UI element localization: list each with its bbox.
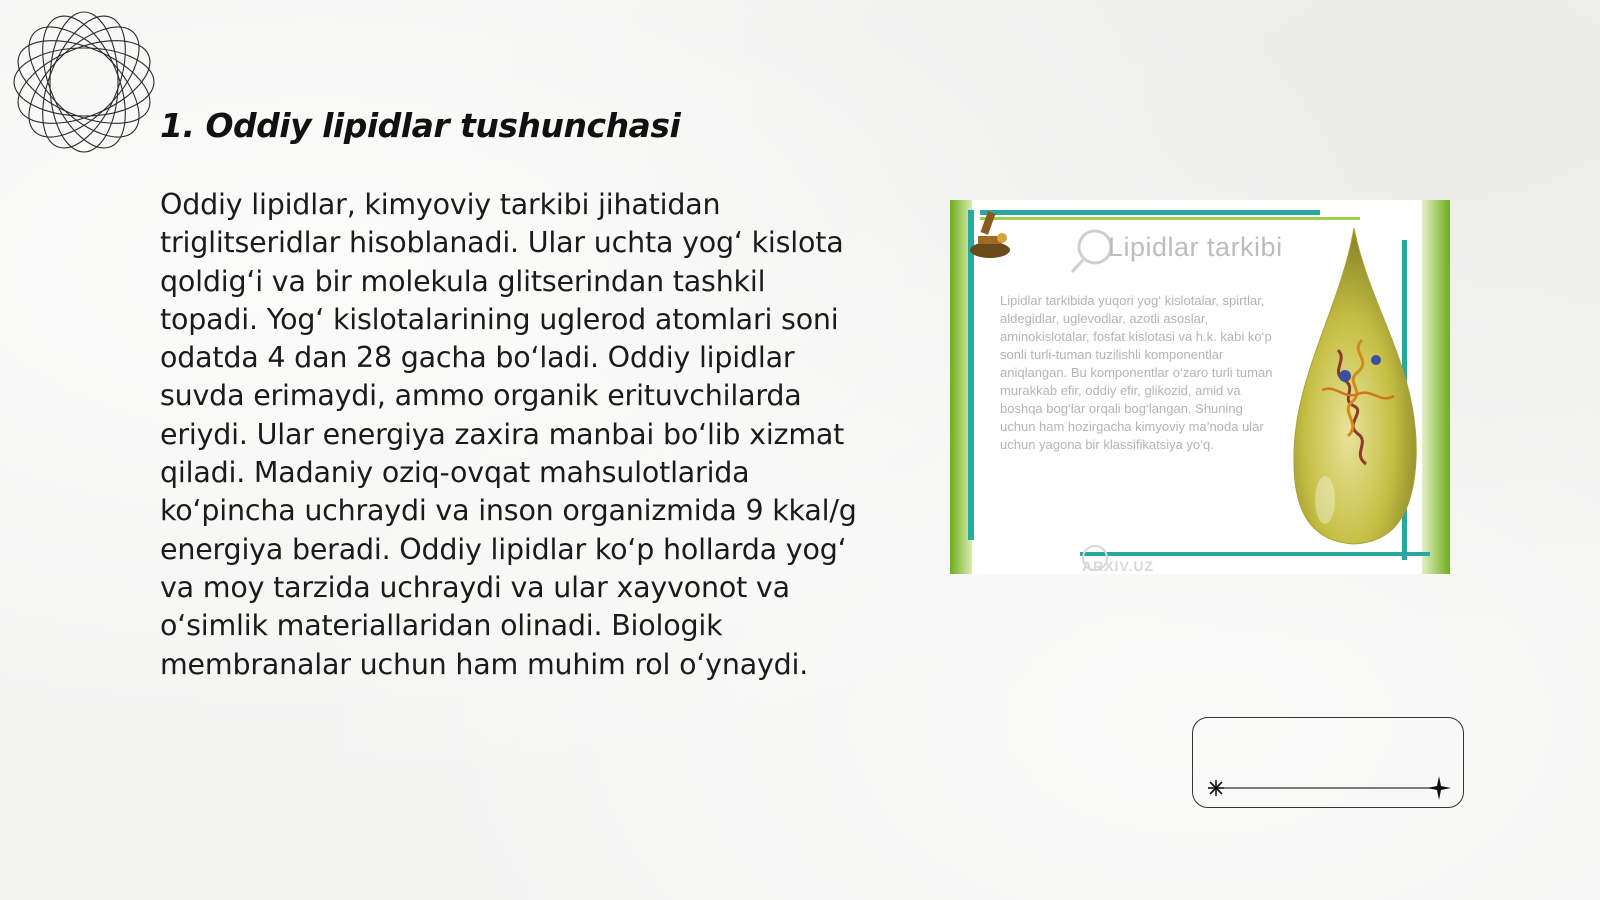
sparkle-icon (1208, 780, 1224, 796)
magnifier-icon (1072, 231, 1111, 272)
star-icon (1427, 776, 1451, 800)
lipid-droplet-icon (1294, 228, 1416, 544)
lipid-composition-image (950, 200, 1450, 574)
decorative-frame (1192, 717, 1464, 808)
slide-paragraph: Oddiy lipidlar, kimyoviy tarkibi jihatidan triglitseridlar hisoblanadi. Ular uchta yog‘ kislota qoldig‘i va bir molekula glitserindan tashkil topadi. Yog‘ kislotalarining uglerod atomlari soni odatda 4 dan 28 gacha bo‘ladi. Oddiy lipidlar suvda erimaydi, ammo organik erituvchilarda eriydi. Ular energiya zaxira manbai bo‘lib xizmat qiladi. Madaniy oziq-ovqat mahsulotlarida ko‘pincha uchraydi va inson organizmida 9 kkal/g energiya beradi. Oddiy lipidlar ko‘p hollarda yog‘ va moy tarzida uchraydi va ular xayvonot va o‘simlik materiallaridan olinadi. Biologik membranalar uchun ham muhim rol o‘ynaydi. (160, 188, 857, 681)
image-body-text: Lipidlar tarkibida yuqori yog‘ kislotalar, spirtlar, aldegidlar, uglevodlar, azotli asoslar, aminokislotalar, fosfat kislotasi va h.k. kabi ko‘p sonli turli-tuman tuzilishli komponentlar aniqlangan. Bu komponentlar o‘zaro turli tuman murakkab efir, oddiy efir, glikozid, amid va boshqa bog‘lar orqali bog‘langan. Shuning uchun ham hozirgacha kimyoviy ma’noda ular uchun yagona bir klassifikatsiya yo‘q. (1000, 293, 1273, 452)
image-watermark: ARXIV.UZ (1082, 558, 1155, 574)
circle-ornament-icon (10, 8, 158, 156)
image-title: Lipidlar tarkibi (1108, 232, 1283, 262)
slide-title: 1. Oddiy lipidlar tushunchasi (160, 106, 681, 145)
